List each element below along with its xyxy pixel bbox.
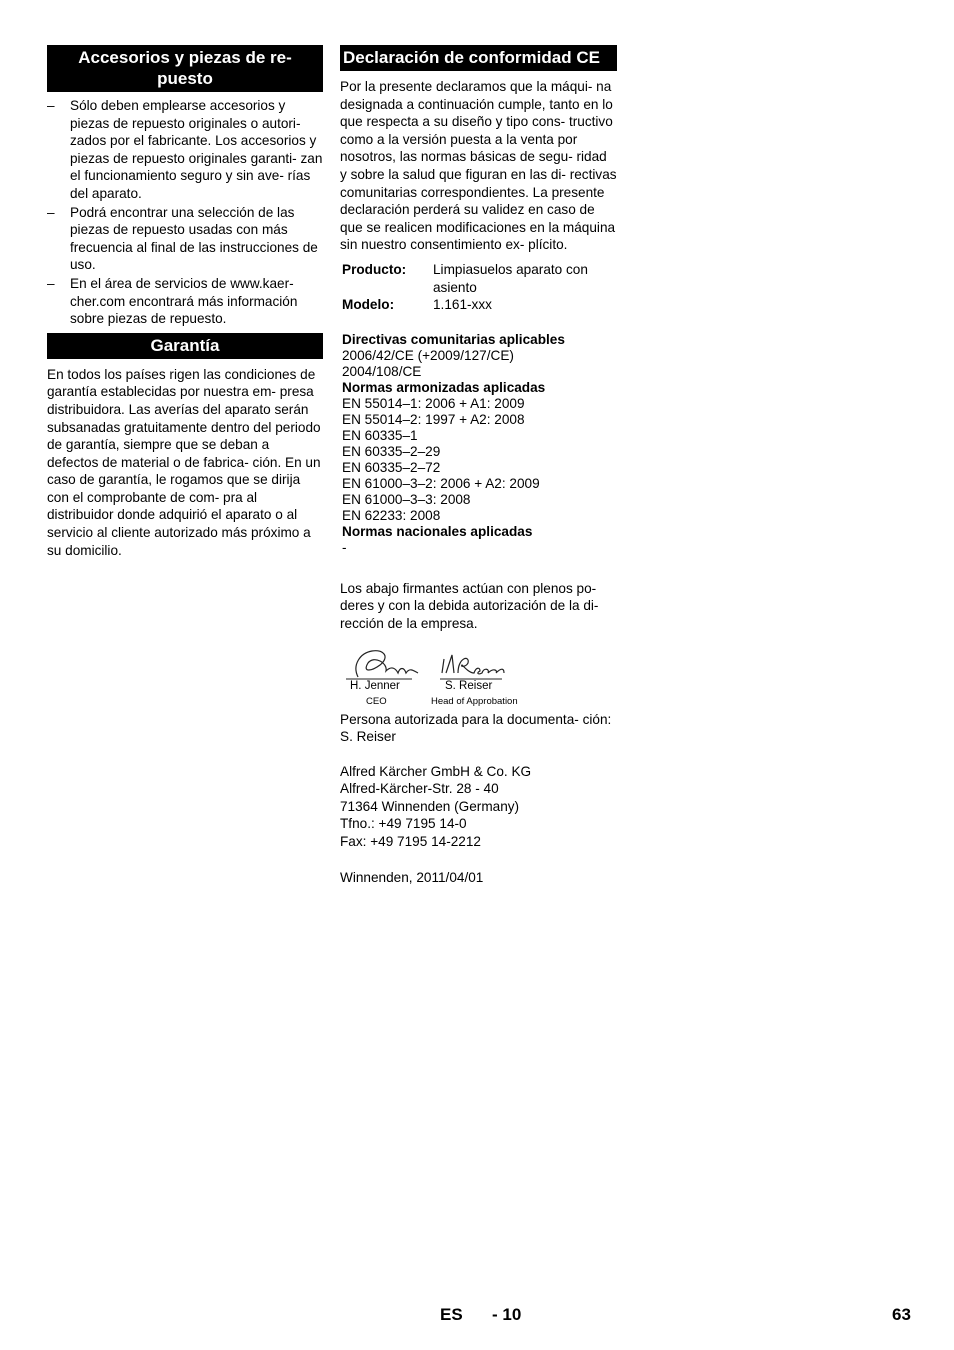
dash-bullet: –: [47, 204, 55, 220]
address-line: Tfno.: +49 7195 14-0: [340, 816, 467, 832]
signer-title: CEO: [366, 695, 387, 707]
model-row: [340, 296, 617, 314]
declaration-intro: Por la presente declaramos que la máqui- na designada a continuación cumple, tanto en lo que respecta a su diseño y tipo cons- tructivo como a la versión puesta a la venta por nosotros, las normas básicas de segu- ridad y sobre la salud que figuran en las di- rectivas comunitarias correspondientes. La presente declaración perderá su validez en caso de que se realicen modificaciones en la máquina sin nuestro consentimiento ex- plícito.: [340, 79, 617, 253]
harmonized-item: EN 61000–3–3: 2008: [342, 491, 471, 507]
auth-person-name: S. Reiser: [340, 729, 396, 745]
warranty-heading: Garantía: [47, 333, 323, 359]
harmonized-item: EN 61000–3–2: 2006 + A2: 2009: [342, 475, 540, 491]
product-table: [340, 261, 617, 314]
signature-area: [340, 643, 617, 707]
signer-title: Head of Approbation: [431, 695, 518, 707]
signatories-text: Los abajo firmantes actúan con plenos po- deres y con la debida autorización de la di- rección de la empresa.: [340, 580, 599, 631]
footer-page-number: 63: [892, 1305, 911, 1324]
national-label: Normas nacionales aplicadas: [342, 523, 533, 539]
product-value: Limpiasuelos aparato con asiento: [433, 261, 588, 295]
list-item-text: Podrá encontrar una selección de las piezas de repuesto usadas con más frecuencia al final de las instrucciones de uso.: [70, 204, 318, 273]
product-label: Producto:: [342, 261, 407, 277]
list-item: [47, 204, 323, 274]
dash-bullet: –: [47, 98, 55, 113]
directive-item: 2006/42/CE (+2009/127/CE): [342, 347, 514, 363]
directives-label: Directivas comunitarias aplicables: [342, 331, 565, 347]
standards-block: [340, 332, 617, 556]
footer-local-page: - 10: [492, 1305, 522, 1324]
harmonized-item: EN 60335–2–72: [342, 459, 441, 475]
harmonized-label: Normas armonizadas aplicadas: [342, 379, 546, 395]
accessories-heading: Accesorios y piezas de re- puesto: [47, 45, 323, 92]
signer-name: S. Reiser: [445, 679, 493, 692]
signer-name: H. Jenner: [350, 679, 400, 692]
harmonized-item: EN 60335–1: [342, 427, 418, 443]
list-item-text: En el área de servicios de www.kaer- cher.com encontrará más información sobre piezas de repuesto.: [70, 275, 298, 327]
right-column: [340, 45, 617, 886]
footer-language: ES: [440, 1305, 463, 1324]
harmonized-item: EN 62233: 2008: [342, 507, 441, 523]
left-column: [47, 45, 323, 559]
product-row: [340, 261, 617, 296]
directive-item: 2004/108/CE: [342, 363, 422, 379]
auth-person-label: Persona autorizada para la documenta- ción:: [340, 711, 612, 727]
list-item: [47, 275, 323, 328]
declaration-date: Winnenden, 2011/04/01: [340, 869, 484, 885]
address-line: Alfred Kärcher GmbH & Co. KG: [340, 763, 532, 779]
national-value: -: [342, 539, 347, 555]
company-address: [340, 763, 617, 851]
list-item-text: Sólo deben emplearse accesorios y piezas de repuesto originales o autori- zados por el fabricante. Los accesorios y piezas de repuesto originales garanti- zan el funcionamiento seguro y sin ave- rías del aparato.: [70, 98, 323, 201]
harmonized-item: EN 55014–2: 1997 + A2: 2008: [342, 411, 525, 427]
model-value: 1.161-xxx: [433, 297, 492, 313]
list-item: [47, 97, 323, 203]
declaration-heading: Declaración de conformidad CE: [340, 45, 617, 71]
address-line: 71364 Winnenden (Germany): [340, 798, 520, 814]
model-label: Modelo:: [342, 297, 395, 313]
warranty-text: En todos los países rigen las condiciones de garantía establecidas por nuestra em- presa distribuidora. Las averías del aparato serán subsanadas gratuitamente dentro del periodo de garantía, siempre que se deban a defectos de material o de fabrica- ción. En un caso de garantía, le rogamos que se dirija con el comprobante de com- pra al distribuidor donde adquirió el aparato o al servicio al cliente autorizado más próximo a su domicilio.: [47, 366, 321, 558]
address-line: Alfred-Kärcher-Str. 28 - 40: [340, 781, 499, 797]
accessories-list: [47, 97, 323, 328]
address-line: Fax: +49 7195 14-2212: [340, 834, 481, 850]
dash-bullet: –: [47, 275, 55, 291]
harmonized-item: EN 60335–2–29: [342, 443, 441, 459]
harmonized-item: EN 55014–1: 2006 + A1: 2009: [342, 395, 525, 411]
